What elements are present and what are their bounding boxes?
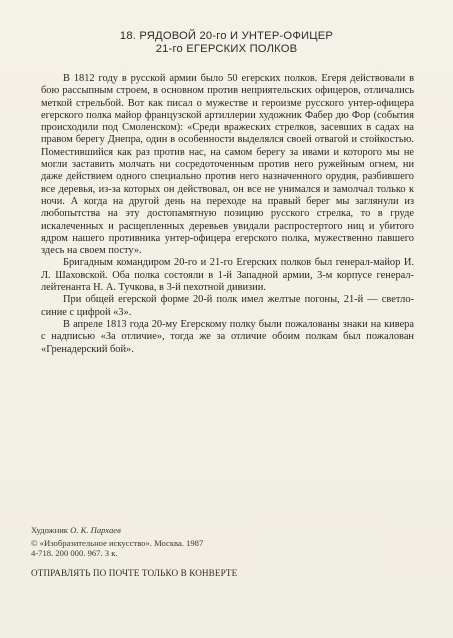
credits-block [31,525,421,559]
paragraph-3: При общей егерской форме 20-й полк имел желтые погоны, 21-й — светло-синие с цифрой «3». [41,294,414,318]
copyright-line: © «Изобразительное искусство». Москва. 1987 [31,538,204,549]
title-line-1: 18. РЯДОВОЙ 20-го И УНТЕР-ОФИЦЕР [119,30,334,42]
artist-credit [31,525,421,535]
artist-name: О. К. Пархаев [70,525,121,535]
paragraph-1: В 1812 году в русской армии было 50 егерских полков. Егеря действовали в бою рассыпным строем, в основном против неприятельских офицеров, отличались меткой стрельбой. Вот как писал о мужестве и героизме русского унтер-офицера егерского полка майор французской артиллерии художник Фабер дю Фор (события происходили под Смоленском): «Среди вражеских стрелков, засевших в садах на правом берегу Днепра, один в особенности выделялся своей отвагой и стойкостью. Поместившийся как раз против нас, на самом берегу за ивами и которого мы не могли заставить молчать ни сосредоточенным против него ружейным огнем, ни даже действием одного специально против него назначенного орудия, разбившего все деревья, из-за которых он действовал, он все не унимался и замолчал только к ночи. А когда на другой день на переходе на правый берег мы заглянули из любопытства на эту достопамятную позицию русского стрелка, то в груде искалеченных и расщепленных деревьев увидали распростертого ниц и убитого ядром нашего противника унтер-офицера егерского полка, мужественно павшего здесь на своем посту». [41,73,414,257]
paragraph-2: Бригадным командиром 20-го и 21-го Егерских полков был генерал-майор И. Л. Шаховской. Оба полка состояли в 1-й Западной армии, 3-м корпусе генерал-лейтенанта Н. А. Тучкова, в 3-й пехотной дивизии. [41,257,414,294]
print-info: 4-718. 200 000. 967. 3 к. [31,548,118,559]
mail-instruction: ОТПРАВЛЯТЬ ПО ПОЧТЕ ТОЛЬКО В КОНВЕРТЕ [31,568,238,578]
paragraph-4: В апреле 1813 года 20-му Егерскому полку были пожалованы знаки на кивера с надписью «За отличие», тогда же за отличие обоим полкам был пожалован «Гренадерский бой». [41,318,414,355]
title-line-2: 21-го ЕГЕРСКИХ ПОЛКОВ [155,43,298,55]
page-title [0,30,453,56]
artist-label: Художник [31,525,71,535]
article-body [41,73,414,356]
